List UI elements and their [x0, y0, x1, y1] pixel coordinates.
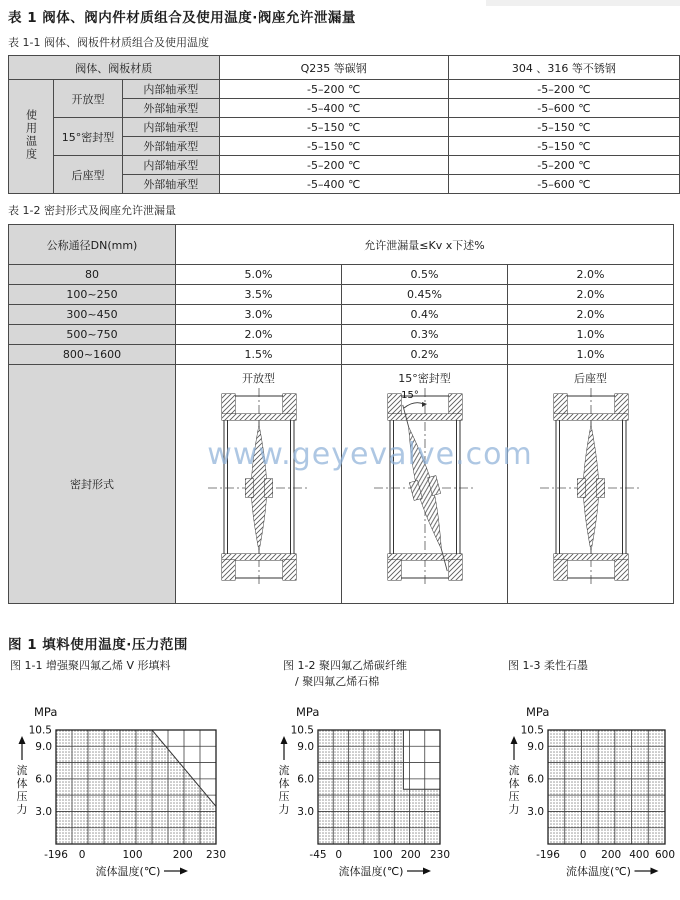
dn-cell: 500~750: [9, 325, 176, 345]
carbon-steel-header-cell: Q235 等碳钢: [219, 56, 448, 80]
svg-text:流体温度(℃): 流体温度(℃): [95, 865, 161, 878]
leak-cell: 0.5%: [342, 265, 508, 285]
bearing-cell: 外部轴承型: [123, 175, 219, 194]
svg-text:流: 流: [278, 764, 290, 777]
chart-fig-1-2: [250, 700, 475, 900]
temp-cell: -5–150 ℃: [448, 137, 679, 156]
svg-text:10.5: 10.5: [520, 724, 544, 737]
valve-cross-section-open: [194, 386, 324, 588]
svg-text:100: 100: [372, 849, 393, 861]
dn-cell: 80: [9, 265, 176, 285]
svg-text:0: 0: [579, 849, 587, 861]
svg-text:9.0: 9.0: [35, 740, 52, 753]
figure-1-1-caption: 图 1-1 增强聚四氟乙烯 V 形填料: [10, 659, 171, 672]
svg-text:9.0: 9.0: [527, 740, 544, 753]
table-row: [9, 80, 680, 99]
svg-text:230: 230: [205, 849, 227, 861]
svg-text:MPa: MPa: [296, 705, 320, 719]
table1-2-caption: 表 1-2 密封形式及阀座允许泄漏量: [8, 204, 176, 217]
type-cell: 15°密封型: [54, 118, 123, 156]
svg-text:3.0: 3.0: [527, 805, 544, 818]
table-1-2-wrap: [8, 224, 674, 604]
svg-text:200: 200: [601, 849, 622, 861]
dn-header-cell: 公称通径DN(mm): [9, 225, 176, 265]
table-row: [9, 156, 680, 175]
temp-cell: -5–200 ℃: [219, 80, 448, 99]
temp-cell: -5–600 ℃: [448, 175, 679, 194]
valve-cross-section-backseat: [526, 386, 656, 588]
svg-text:6.0: 6.0: [35, 773, 52, 786]
material-header-cell: 阀体、阀板材质: [9, 56, 220, 80]
svg-text:6.0: 6.0: [527, 773, 544, 786]
bearing-cell: 外部轴承型: [123, 137, 219, 156]
leak-cell: 5.0%: [176, 265, 342, 285]
temp-cell: -5–150 ℃: [448, 118, 679, 137]
svg-text:15°: 15°: [400, 390, 419, 401]
temp-cell: -5–150 ℃: [219, 118, 448, 137]
temp-cell: -5–150 ℃: [219, 137, 448, 156]
table-1-2: [8, 224, 674, 604]
svg-text:体: 体: [278, 777, 290, 790]
svg-text:230: 230: [429, 849, 451, 861]
table-row: [9, 305, 674, 325]
svg-text:体: 体: [508, 777, 520, 790]
temp-cell: -5–200 ℃: [448, 156, 679, 175]
table-1-1: [8, 55, 680, 194]
svg-text:9.0: 9.0: [297, 740, 314, 753]
table-row: [9, 345, 674, 365]
svg-text:-196: -196: [44, 849, 68, 861]
temp-cell: -5–400 ℃: [219, 175, 448, 194]
svg-text:0: 0: [78, 849, 86, 861]
svg-text:流: 流: [16, 764, 28, 777]
figure-1-2-caption-line1: 图 1-2 聚四氟乙烯碳纤维: [283, 659, 407, 672]
svg-text:力: 力: [278, 803, 290, 816]
temp-cell: -5–200 ℃: [219, 156, 448, 175]
svg-text:力: 力: [508, 803, 520, 816]
svg-text:流: 流: [508, 764, 520, 777]
svg-text:100: 100: [122, 849, 143, 861]
figure-1-2-caption: [283, 658, 407, 690]
table-row: [9, 56, 680, 80]
svg-text:压: 压: [16, 790, 28, 803]
svg-text:压: 压: [278, 790, 290, 803]
table-row: [9, 265, 674, 285]
table-row: [9, 225, 674, 265]
stainless-header-cell: 304 、316 等不锈钢: [448, 56, 679, 80]
svg-text:10.5: 10.5: [28, 724, 52, 737]
leak-cell: 2.0%: [508, 285, 674, 305]
table-row: [9, 118, 680, 137]
table1-1-caption: 表 1-1 阀体、阀板件材质组合及使用温度: [8, 36, 209, 49]
dn-cell: 800~1600: [9, 345, 176, 365]
svg-text:0: 0: [335, 849, 343, 861]
watermark: www.geyevalve.com: [207, 437, 533, 472]
temp-cell: -5–200 ℃: [448, 80, 679, 99]
usage-temp-label: 使用温度: [24, 109, 38, 161]
type-cell: 开放型: [54, 80, 123, 118]
seal-form-cell: 密封形式: [9, 365, 176, 604]
valve-type-seal15-label: 15°密封型: [398, 372, 451, 385]
figure-1-2-caption-line2: / 聚四氟乙烯石棉: [295, 675, 380, 688]
valve-type-backseat-label: 后座型: [574, 372, 607, 385]
svg-text:3.0: 3.0: [35, 805, 52, 818]
leak-cell: 1.5%: [176, 345, 342, 365]
svg-text:压: 压: [508, 790, 520, 803]
leak-cell: 0.4%: [342, 305, 508, 325]
valve-type-open-label: 开放型: [242, 372, 275, 385]
svg-text:流体温度(℃): 流体温度(℃): [338, 865, 404, 878]
leak-cell: 0.3%: [342, 325, 508, 345]
type-cell: 后座型: [54, 156, 123, 194]
table-row: [9, 365, 674, 604]
svg-text:体: 体: [16, 777, 28, 790]
leak-cell: 0.45%: [342, 285, 508, 305]
table-row: [9, 325, 674, 345]
svg-text:600: 600: [654, 849, 676, 861]
leak-cell: 1.0%: [508, 325, 674, 345]
bearing-cell: 外部轴承型: [123, 99, 219, 118]
leak-cell: 3.5%: [176, 285, 342, 305]
valve-cell-open: [176, 365, 342, 604]
svg-text:10.5: 10.5: [290, 724, 314, 737]
svg-text:200: 200: [400, 849, 421, 861]
chart-fig-1-3: [478, 700, 678, 900]
temp-cell: -5–600 ℃: [448, 99, 679, 118]
leak-cell: 3.0%: [176, 305, 342, 325]
svg-text:-45: -45: [309, 849, 327, 861]
bearing-cell: 内部轴承型: [123, 156, 219, 175]
leak-cell: 2.0%: [176, 325, 342, 345]
leak-header-cell: 允许泄漏量≤Kv x下述%: [176, 225, 674, 265]
table1-title: 表 1 阀体、阀内件材质组合及使用温度·阀座允许泄漏量: [8, 10, 356, 26]
page-header-strip: [486, 0, 680, 6]
svg-text:200: 200: [172, 849, 193, 861]
leak-cell: 1.0%: [508, 345, 674, 365]
usage-temp-side-cell: [9, 80, 54, 194]
dn-cell: 300~450: [9, 305, 176, 325]
chart-fig-1-1: [8, 700, 248, 900]
svg-text:400: 400: [629, 849, 650, 861]
temp-cell: -5–400 ℃: [219, 99, 448, 118]
valve-cell-backseat: [508, 365, 674, 604]
svg-text:MPa: MPa: [526, 705, 550, 719]
leak-cell: 2.0%: [508, 305, 674, 325]
leak-cell: 0.2%: [342, 345, 508, 365]
valve-cross-section-seal15: [360, 386, 490, 588]
svg-text:流体温度(℃): 流体温度(℃): [566, 865, 631, 878]
svg-text:3.0: 3.0: [297, 805, 314, 818]
valve-cell-seal15: [342, 365, 508, 604]
table-1-1-wrap: [8, 55, 680, 194]
bearing-cell: 内部轴承型: [123, 118, 219, 137]
figure-1-3-caption: 图 1-3 柔性石墨: [508, 659, 588, 672]
leak-cell: 2.0%: [508, 265, 674, 285]
bearing-cell: 内部轴承型: [123, 80, 219, 99]
svg-text:-196: -196: [536, 849, 560, 861]
svg-text:MPa: MPa: [34, 705, 58, 719]
table-row: [9, 285, 674, 305]
svg-text:力: 力: [16, 803, 28, 816]
svg-text:6.0: 6.0: [297, 773, 314, 786]
dn-cell: 100~250: [9, 285, 176, 305]
figure1-title: 图 1 填料使用温度·压力范围: [8, 637, 188, 653]
